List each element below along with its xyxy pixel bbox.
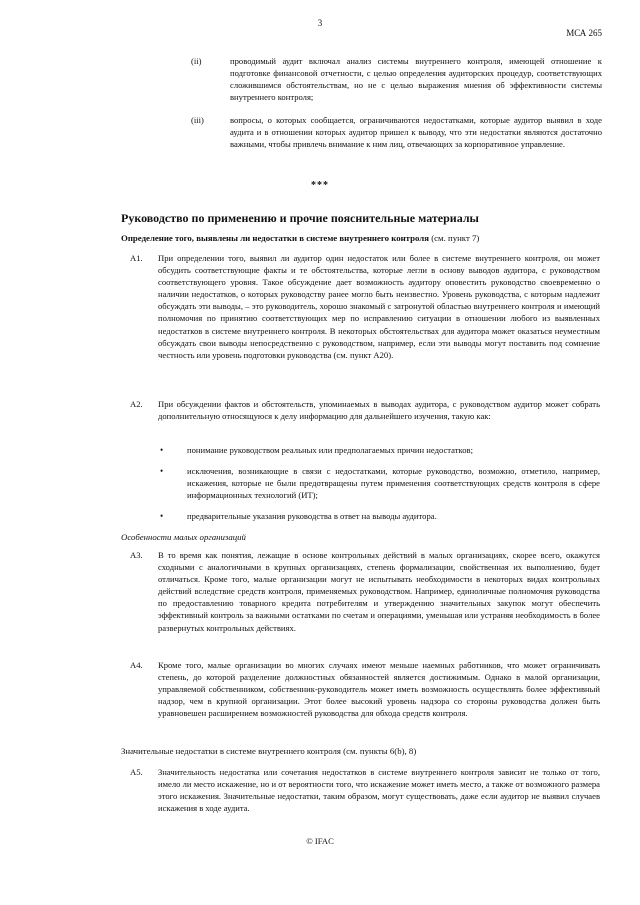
paragraph-text: Кроме того, малые организации во многих случаях имеют меньше наемных работников, что может ограничивать степень, до которой разделение должностных обязанностей является достижимым. Однако в малой организации, управляемой собственником, собственник-руководитель может иметь возможность осуществлять более эффективный надзор, чем в крупной организации. Этот более высокий уровень надзора со стороны руководства должен быть уравновешен расширением возможностей руководства для обхода средств контроля.	[158, 660, 600, 719]
paragraph-number: A5.	[130, 767, 143, 777]
list-item-text: вопросы, о которых сообщается, ограничиваются недостатками, которые аудитор выявил в ходе аудита и в отношении которых аудитор пришел к выводу, что эти недостатки являются достаточно важными, чтобы привлечь внимание к ним лиц, отвечающих за корпоративное управление.	[230, 115, 602, 150]
paragraph-number: A4.	[130, 660, 143, 670]
list-item-text: проводимый аудит включал анализ системы внутреннего контроля, имеющей отношение к подготовке финансовой отчетности, с целью определения аудиторских процедур, соответствующих сложившимся обстоятельствам, но не с целью выражения мнения об эффективности системы внутреннего контроля;	[230, 56, 602, 103]
section-separator: ***	[311, 180, 329, 191]
footer-copyright: © IFAC	[306, 836, 334, 846]
paragraph-text: Значительность недостатка или сочетания недостатков в системе внутреннего контроля зависит не только от того, имело ли место искажение, но и от вероятности того, что искажение может иметь место, а также от возможного размера этого искажения. Значительные недостатки, таким образом, могут существовать, даже если аудитор не выявил случаев искажения в ходе аудита.	[158, 767, 600, 814]
list-item-label: (iii)	[191, 115, 204, 125]
paragraph-text: В то время как понятия, лежащие в основе контрольных действий в малых организациях, скорее всего, окажутся сходными с аналогичными в крупных организациях, степень формализации, свойственная их выполнению, будет отличаться. Кроме того, малые организации могут не испытывать необходимости в некоторых видах контрольных действий вследствие средств контроля, применяемых руководством. Например, единоличные полномочия руководства по предоставлению товарного кредита потребителям и утверждению значительных закупок могут обеспечить эффективный контроль за важными остатками по счетам и операциями, уменьшая или устраняя необходимость в более развернутых контрольных действиях.	[158, 550, 600, 633]
bullet-text: понимание руководством реальных или предполагаемых причин недостатков;	[187, 445, 473, 455]
bullet-icon: •	[160, 445, 164, 455]
subsection-heading	[121, 232, 479, 244]
subsection-reference: (см. пункты 6(b), 8)	[340, 746, 417, 756]
paragraph-number: A3.	[130, 550, 143, 560]
subsection-reference: (см. пункт 7)	[429, 233, 480, 243]
bullet-icon: •	[160, 511, 164, 521]
subsection-title: Определение того, выявлены ли недостатки в системе внутреннего контроля	[121, 233, 429, 243]
paragraph-text: При обсуждении фактов и обстоятельств, упоминаемых в выводах аудитора, с руководством аудитор может собрать дополнительную относящуюся к делу информацию для дальнейшего изучения, такую как:	[158, 399, 600, 422]
paragraph-text: При определении того, выявил ли аудитор один недостаток или более в системе внутреннего контроля, он может обсудить соответствующие факты и те обстоятельства, которые легли в основу выводов аудитора, с руководством соответствующего уровня. Такое обсуждение дает возможность аудитору оповестить руководство своевременно о наличии недостатков, о которых руководству ранее могло быть неизвестно. Уровень руководства, с которым надлежит обсуждать эти выводы, – это руководитель, хорошо знакомый с затронутой областью внутреннего контроля и имеющий полномочия по принятию соответствующих мер по исправлению ситуации в отношении любого из выявленных недостатков в системе внутреннего контроля. В некоторых обстоятельствах для аудитора может оказаться неуместным обсуждать свои выводы непосредственно с руководством, например, если эти выводы могут поставить под сомнение честность или уровень подготовки руководства (см. пункт A20).	[158, 253, 600, 360]
paragraph-number: A2.	[130, 399, 143, 409]
list-item-label: (ii)	[191, 56, 202, 66]
section-title: Руководство по применению и прочие пояснительные материалы	[121, 211, 479, 225]
bullet-text: предварительные указания руководства в ответ на выводы аудитора.	[187, 511, 437, 521]
standard-code: МСА 265	[566, 28, 602, 38]
page-number: 3	[317, 18, 323, 28]
bullet-icon: •	[160, 466, 164, 476]
paragraph-number: A1.	[130, 253, 143, 263]
subsection-heading	[121, 745, 416, 757]
bullet-text: исключения, возникающие в связи с недостатками, которые руководство, возможно, отметило, например, искажения, которые не были предотвращены путем применения соответствующих средств контроля в сфере информационных технологий (ИТ);	[187, 466, 600, 501]
subsection-heading-italic: Особенности малых организаций	[121, 532, 246, 542]
subsection-title: Значительные недостатки в системе внутреннего контроля	[121, 746, 341, 756]
